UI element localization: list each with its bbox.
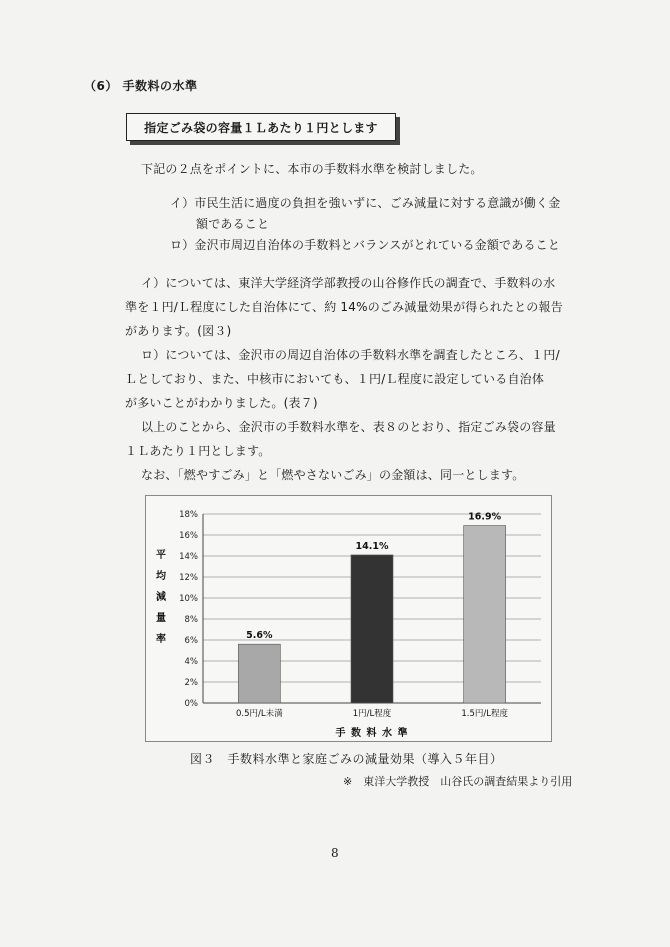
y-tick-label: 8%: [184, 615, 198, 625]
x-tick-label: 0.5円/L未満: [236, 709, 283, 719]
y-tick-label: 16%: [179, 531, 198, 541]
para2-line3: が多いことがわかりました。(表７): [125, 396, 318, 410]
bar: [464, 526, 506, 703]
para1-line1: イ）については、東洋大学経済学部教授の山谷修作氏の調査で、手数料の水: [141, 276, 556, 290]
para4-text: なお、「燃やすごみ」と「燃やさないごみ」の金額は、同一とします。: [141, 468, 525, 482]
y-tick-label: 14%: [179, 552, 198, 562]
x-axis-label: 手 数 料 水 準: [335, 728, 409, 739]
y-tick-label: 4%: [184, 657, 198, 667]
point-ro: ロ）金沢市周辺自治体の手数料とバランスがとれている金額であること: [170, 238, 561, 252]
data-label: 5.6%: [246, 630, 273, 642]
point-i-line1: イ）市民生活に過度の負担を強いずに、ごみ減量に対する意識が働く金: [170, 196, 561, 210]
y-tick-label: 6%: [184, 636, 198, 646]
y-axis-label-char: 量: [156, 613, 166, 624]
y-tick-label: 12%: [179, 573, 198, 583]
bar: [351, 555, 393, 703]
para1-line3: があります。(図３): [125, 324, 232, 338]
intro-text: 下記の２点をポイントに、本市の手数料水準を検討しました。: [141, 162, 483, 176]
y-axis-label-char: 率: [156, 634, 166, 645]
y-axis-label-char: 均: [156, 571, 166, 582]
y-axis-label-char: 減: [156, 592, 166, 603]
data-label: 16.9%: [468, 511, 502, 523]
para1-line2: 準を１円/Ｌ程度にした自治体にて、約 14%のごみ減量効果が得られたとの報告: [125, 300, 563, 314]
bar: [238, 644, 280, 703]
para2-line1: ロ）については、金沢市の周辺自治体の手数料水準を調査したところ、１円/: [141, 348, 560, 362]
figure-source: ※ 東洋大学教授 山谷氏の調査結果より引用: [343, 775, 573, 788]
para3-line1: 以上のことから、金沢市の手数料水準を、表８のとおり、指定ごみ袋の容量: [141, 420, 556, 434]
chart-frame: [145, 495, 552, 742]
y-tick-label: 0%: [184, 699, 198, 709]
figure-caption: 図３ 手数料水準と家庭ごみの減量効果（導入５年目）: [190, 752, 503, 766]
section-heading: （6） 手数料の水準: [84, 79, 198, 93]
point-i-line2: 額であること: [196, 217, 270, 231]
y-tick-label: 2%: [184, 678, 198, 688]
page-number: 8: [331, 846, 339, 860]
y-axis-label-char: 平: [156, 550, 166, 561]
reduction-chart: [146, 496, 551, 741]
para3-line2: １Ｌあたり１円とします。: [125, 444, 271, 458]
data-label: 14.1%: [355, 540, 389, 552]
x-tick-label: 1円/L程度: [352, 709, 392, 719]
x-tick-label: 1.5円/L程度: [461, 709, 508, 719]
policy-box: [126, 113, 396, 141]
para2-line2: Ｌとしており、また、中核市においても、１円/Ｌ程度に設定している自治体: [125, 372, 545, 386]
y-tick-label: 18%: [179, 510, 198, 520]
policy-text: 指定ごみ袋の容量１Ｌあたり１円とします: [144, 121, 378, 135]
y-tick-label: 10%: [179, 594, 198, 604]
